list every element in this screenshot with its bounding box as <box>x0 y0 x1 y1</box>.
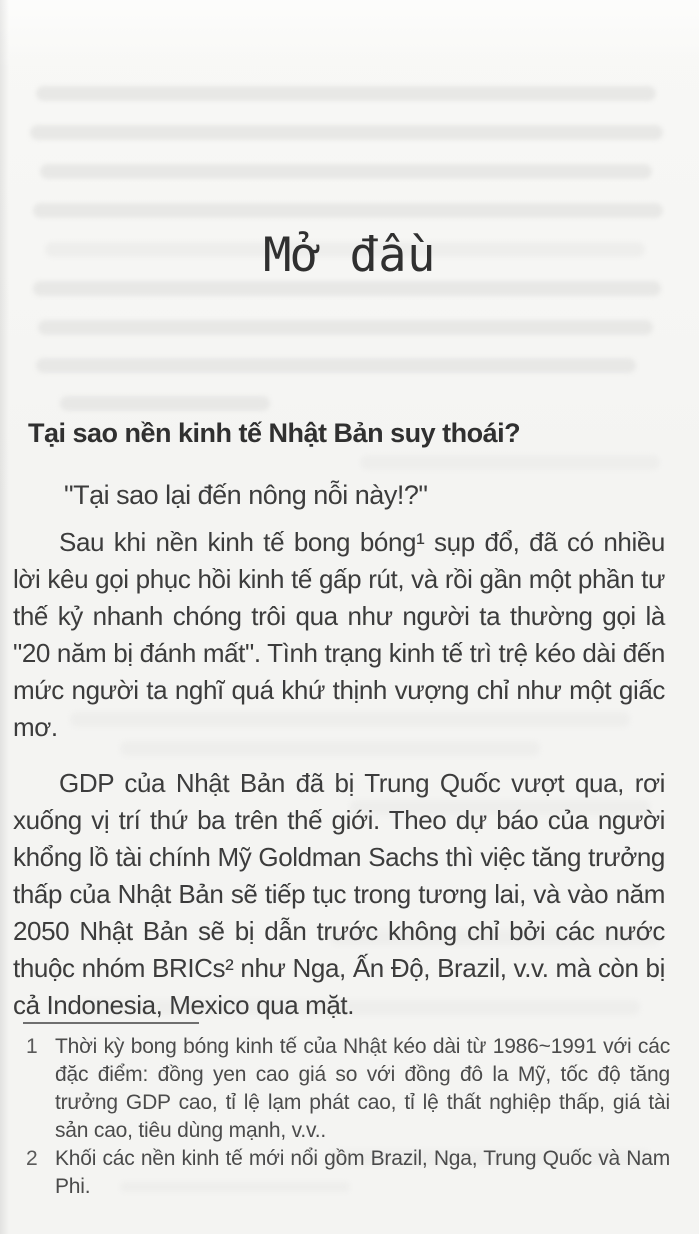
body-paragraph: GDP của Nhật Bản đã bị Trung Quốc vượt qua, rơi xuống vị trí thứ ba trên thế giới. Theo dự báo của người khổng lồ tài chính Mỹ Goldman Sachs thì việc tăng trưởng thấp của Nhật Bản sẽ tiếp tục trong tương lai, và vào năm 2050 Nhật Bản sẽ bị dẫn trước không chỉ bởi các nước thuộc nhóm BRICs² như Nga, Ấn Độ, Brazil, v.v. mà còn bị cả Indonesia, Mexico qua mặt. <box>13 768 665 1020</box>
section-heading: Tại sao nền kinh tế Nhật Bản suy thoái? <box>28 418 521 448</box>
bleedthrough-line <box>33 203 663 218</box>
bleedthrough-line <box>40 164 652 179</box>
pull-quote: "Tại sao lại đến nông nỗi này!?" <box>64 480 428 510</box>
footnote-divider <box>23 1022 199 1024</box>
bleedthrough-line <box>36 86 656 101</box>
footnote-marker: 1 <box>26 1035 38 1058</box>
footnote <box>26 1033 670 1145</box>
body-paragraph: Sau khi nền kinh tế bong bóng¹ sụp đổ, đã có nhiều lời kêu gọi phục hồi kinh tế gấp rút, và rồi gần một phần tư thế kỷ nhanh chóng trôi qua như người ta thường gọi là "20 năm bị đánh mất". Tình trạng kinh tế trì trệ kéo dài đến mức người ta nghĩ quá khứ thịnh vượng chỉ như một giấc mơ. <box>13 527 665 742</box>
bleedthrough-line <box>60 396 270 411</box>
page-left-edge-shadow <box>0 0 9 1234</box>
bleedthrough-line <box>36 358 636 373</box>
footnote-text: Khối các nền kinh tế mới nổi gồm Brazil, Nga, Trung Quốc và Nam Phi. <box>55 1147 670 1198</box>
chapter-title: Mở đầu <box>263 228 436 283</box>
bleedthrough-line <box>360 455 660 470</box>
page-top-light-edge <box>0 0 699 70</box>
footnote-text: Thời kỳ bong bóng kinh tế của Nhật kéo dài từ 1986~1991 với các đặc điểm: đồng yen cao giá so với đồng đô la Mỹ, tốc độ tăng trưởng GDP cao, tỉ lệ lạm phát cao, tỉ lệ thất nghiệp thấp, giá tài sản cao, tiêu dùng mạnh, v.v.. <box>55 1035 670 1142</box>
footnote-marker: 2 <box>26 1147 38 1170</box>
body-text <box>13 524 665 1024</box>
bleedthrough-line <box>30 125 663 140</box>
footnotes-section <box>26 1033 670 1201</box>
footnote <box>26 1145 670 1201</box>
bleedthrough-line <box>38 320 653 335</box>
